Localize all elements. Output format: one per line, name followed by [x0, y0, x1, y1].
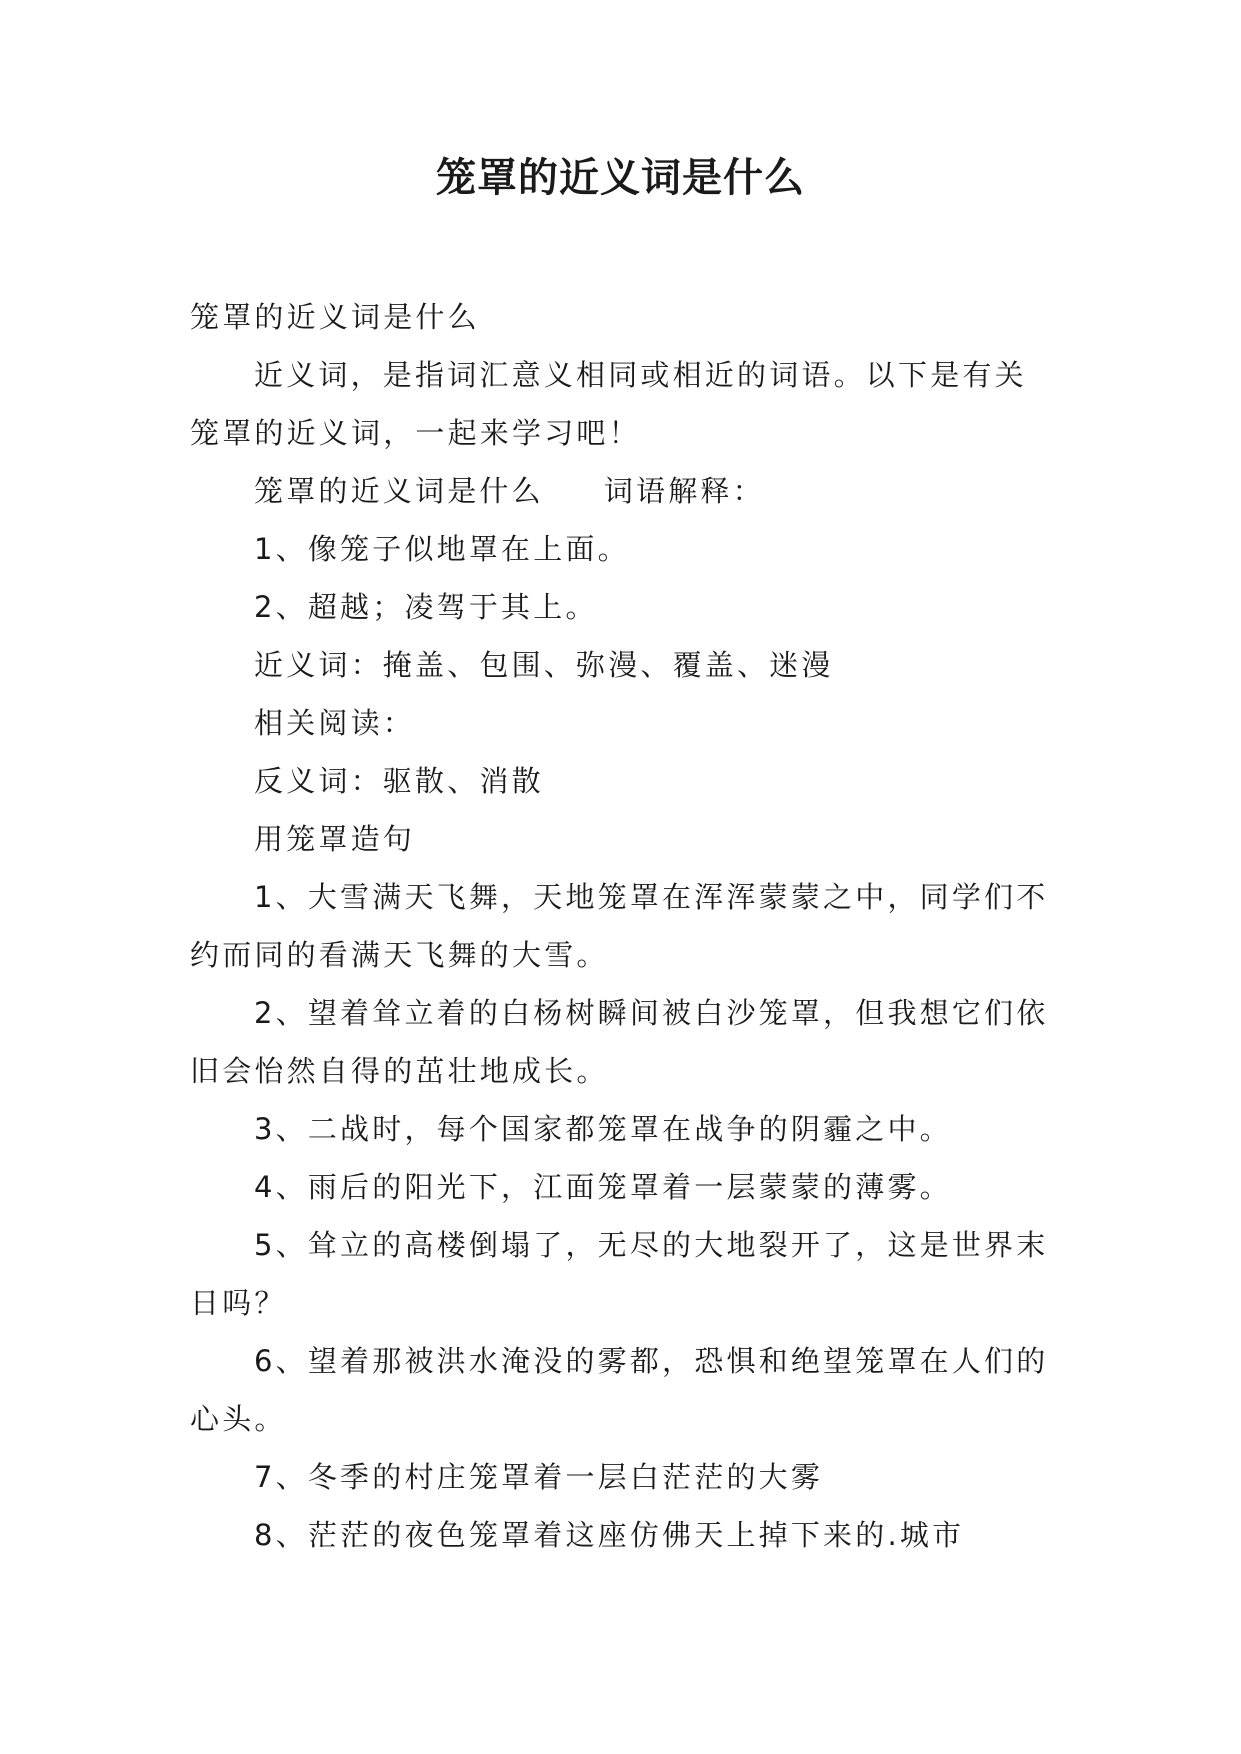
sentence-1: 1、大雪满天飞舞，天地笼罩在浑浑蒙蒙之中，同学们不约而同的看满天飞舞的大雪。: [190, 880, 1049, 972]
sentences-heading: 用笼罩造句: [254, 822, 416, 856]
synonyms-line: 近义词：掩盖、包围、弥漫、覆盖、迷漫: [254, 648, 834, 682]
sentence-6: 6、望着那被洪水淹没的雾都，恐惧和绝望笼罩在人们的心头。: [190, 1344, 1049, 1436]
sentence-7: 7、冬季的村庄笼罩着一层白茫茫的大雾: [254, 1460, 824, 1494]
subtitle-line: 笼罩的近义词是什么: [190, 300, 480, 334]
sentence-5: 5、耸立的高楼倒塌了，无尽的大地裂开了，这是世界末日吗？: [190, 1228, 1049, 1320]
related-reading-line: 相关阅读：: [254, 706, 416, 740]
definition-2: 2、超越；凌驾于其上。: [254, 590, 598, 624]
antonyms-line: 反义词：驱散、消散: [254, 764, 544, 798]
sentence-3: 3、二战时，每个国家都笼罩在战争的阴霾之中。: [254, 1112, 952, 1146]
section-heading: 笼罩的近义词是什么: [254, 474, 544, 508]
sentence-8: 8、茫茫的夜色笼罩着这座仿佛天上掉下来的.城市: [254, 1518, 965, 1552]
document-title: 笼罩的近义词是什么: [436, 154, 805, 201]
document-body: [190, 288, 1050, 1564]
definition-1: 1、像笼子似地罩在上面。: [254, 532, 630, 566]
intro-paragraph: 近义词，是指词汇意义相同或相近的词语。以下是有关笼罩的近义词，一起来学习吧！: [190, 358, 1027, 450]
section-label: 词语解释：: [603, 474, 765, 508]
sentence-4: 4、雨后的阳光下，江面笼罩着一层蒙蒙的薄雾。: [254, 1170, 952, 1204]
section-heading-line: [190, 462, 1050, 520]
sentence-2: 2、望着耸立着的白杨树瞬间被白沙笼罩，但我想它们依旧会怡然自得的茁壮地成长。: [190, 996, 1049, 1088]
